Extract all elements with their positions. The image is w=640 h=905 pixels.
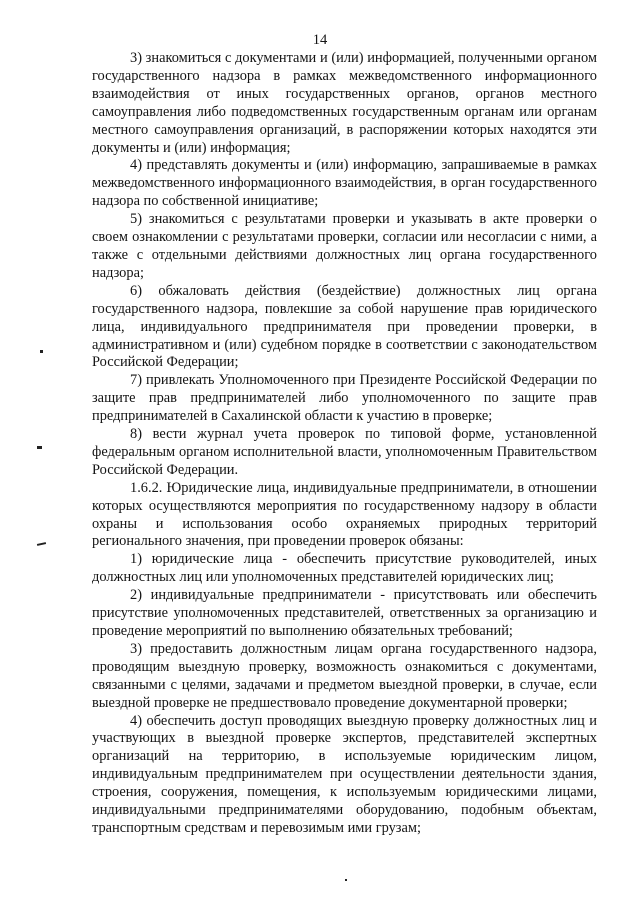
paragraph-duty-4: 4) обеспечить доступ проводящих выездную проверку должностных лиц и участвующих в выездной проверке экспертов, представителей экспертных организаций на территорию, в используемые юридическим лицом, индивидуальным предпринимателем при осуществлении деятельности здания, строения, сооружения, помещения, к используемым юридическими лицами, индивидуальными предпринимателями оборудованию, подобным объектам, транспортным средствам и перевозимым ими грузам; — [92, 712, 597, 836]
paragraph-right-3: 3) знакомиться с документами и (или) информацией, полученными органом государственного надзора в рамках межведомственного информационного взаимодействия от иных государственных органов, органов местного самоуправления либо подведомственных государственным органам или органам местного самоуправления организаций, в распоряжении которых находятся эти документы и (или) информация; — [92, 50, 597, 156]
paragraph-right-4: 4) представлять документы и (или) информацию, запрашиваемые в рамках межведомственного информационного взаимодействия, в орган государственного надзора по собственной инициативе; — [92, 157, 597, 210]
scan-mark — [37, 446, 42, 449]
document-body — [92, 50, 597, 838]
paragraph-right-7: 7) привлекать Уполномоченного при Президенте Российской Федерации по защите прав предпринимателей либо уполномоченного по защите прав предпринимателей в Сахалинской области к участию в проверке; — [92, 372, 597, 425]
paragraph-duty-3: 3) предоставить должностным лицам органа государственного надзора, проводящим выездную проверку, возможность ознакомиться с документами, связанными с целями, задачами и предметом выездной проверки, в случае, если выездной проверке не предшествовало проведение документарной проверки; — [92, 640, 597, 711]
paragraph-section-1-6-2: 1.6.2. Юридические лица, индивидуальные предприниматели, в отношении которых осуществляются мероприятия по государственному надзору в области охраны и использования особо охраняемых природных территорий регионального значения, при проведении проверок обязаны: — [92, 479, 597, 550]
page-number: 14 — [312, 32, 328, 48]
paragraph-right-6: 6) обжаловать действия (бездействие) должностных лиц органа государственного надзора, повлекшие за собой нарушение прав юридического лица, индивидуального предпринимателя при проведении проверки, в административном и (или) судебном порядке в соответствии с законодательством Российской Федерации; — [92, 282, 597, 371]
scan-mark — [345, 879, 347, 881]
scan-mark — [40, 350, 43, 353]
paragraph-right-8: 8) вести журнал учета проверок по типовой форме, установленной федеральным органом исполнительной власти, уполномоченным Правительством Российской Федерации. — [92, 426, 597, 478]
scan-mark — [37, 542, 46, 546]
paragraph-duty-2: 2) индивидуальные предприниматели - присутствовать или обеспечить присутствие уполномоченных представителей, ответственных за организацию и проведение мероприятий по выполнению обязательных требований; — [92, 587, 597, 639]
paragraph-right-5: 5) знакомиться с результатами проверки и указывать в акте проверки о своем ознакомлении с результатами проверки, согласии или несогласии с ними, а также с отдельными действиями должностных лиц органа государственного надзора; — [92, 211, 597, 281]
paragraph-duty-1: 1) юридические лица - обеспечить присутствие руководителей, иных должностных лиц или уполномоченных представителей юридических лиц; — [92, 551, 597, 586]
